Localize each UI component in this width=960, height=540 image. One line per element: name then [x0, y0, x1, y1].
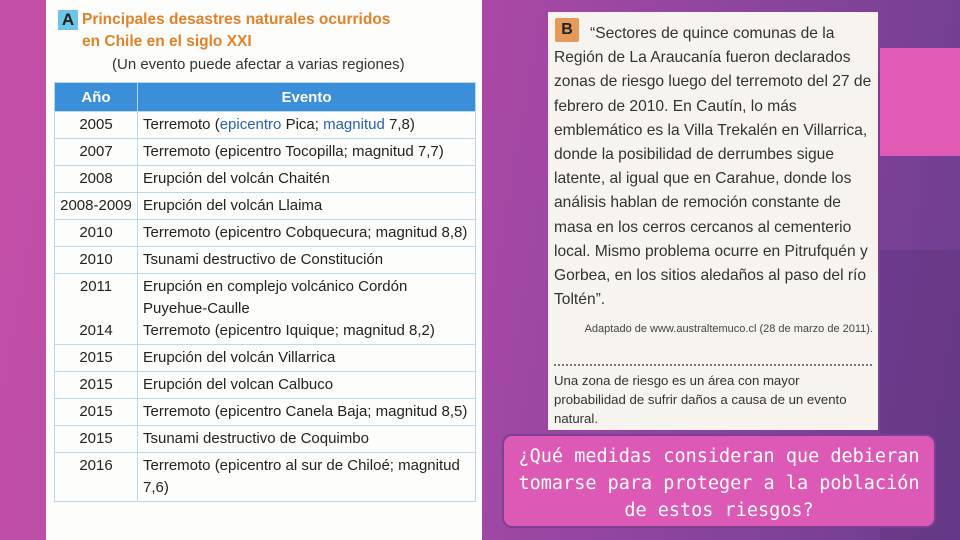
- row-year: 2008-2009: [55, 193, 138, 220]
- table-row: [55, 399, 476, 426]
- row-event: [138, 274, 476, 345]
- panel-b: [548, 12, 878, 430]
- table-row: [55, 193, 476, 220]
- row-event-2014: Terremoto (epicentro Iquique; magnitud 8,2): [143, 322, 435, 339]
- row-year-2014: 2014: [79, 322, 113, 339]
- panel-a: [46, 0, 482, 540]
- row-year: 2015: [55, 345, 138, 372]
- table-row: [55, 112, 476, 139]
- panel-b-definition: Una zona de riesgo es un área con mayor probabilidad de sufrir daños a causa de un evento natural.: [554, 373, 847, 426]
- row-year: 2005: [55, 112, 138, 139]
- dotted-divider: [554, 364, 872, 366]
- row-year: 2007: [55, 139, 138, 166]
- panel-a-title-line1: Principales desastres naturales ocurridos: [82, 11, 391, 28]
- table-row: [55, 453, 476, 502]
- question-box: [502, 434, 936, 528]
- table-header-row: [55, 83, 476, 112]
- panel-a-title-line2: en Chile en el siglo XXI: [82, 33, 252, 50]
- row-event: Erupción del volcán Villarrica: [138, 345, 476, 372]
- panel-a-title: [82, 9, 390, 53]
- row-year: 2008: [55, 166, 138, 193]
- row-event: Tsunami destructivo de Coquimbo: [138, 426, 476, 453]
- panel-b-source: Adaptado de www.australtemuco.cl (28 de marzo de 2011).: [584, 323, 873, 335]
- row-event: Terremoto (epicentro al sur de Chiloé; magnitud 7,6): [138, 453, 476, 502]
- decorative-stripe-top: [880, 48, 960, 156]
- row-year: 2015: [55, 372, 138, 399]
- header-event: Evento: [138, 83, 476, 112]
- event-highlight-term[interactable]: epicentro: [219, 116, 282, 133]
- event-text: Terremoto (: [143, 116, 220, 133]
- table-row: [55, 345, 476, 372]
- panel-a-subtitle: (Un evento puede afectar a varias regiones): [112, 56, 405, 73]
- row-event: Erupción del volcán Chaitén: [138, 166, 476, 193]
- row-event: Terremoto (epicentro Tocopilla; magnitud 7,7): [138, 139, 476, 166]
- row-event-2011: Erupción en complejo volcánico Cordón Puyehue-Caulle: [143, 278, 408, 317]
- header-year: Año: [55, 83, 138, 112]
- row-year: 2010: [55, 247, 138, 274]
- table-row: [55, 426, 476, 453]
- event-text: Pica;: [281, 116, 324, 133]
- table-row: [55, 139, 476, 166]
- row-year: 2016: [55, 453, 138, 502]
- table-row: [55, 372, 476, 399]
- row-year: 2015: [55, 399, 138, 426]
- panel-b-quote-block: [554, 22, 874, 312]
- row-year: [55, 274, 138, 345]
- panel-b-badge: B: [555, 18, 579, 42]
- table-row: [55, 220, 476, 247]
- table-row: [55, 166, 476, 193]
- table-row: [55, 274, 476, 345]
- row-event: [138, 112, 476, 139]
- question-text: ¿Qué medidas consideran que debieran tomarse para proteger a la población de estos riesgos?: [518, 446, 920, 521]
- row-event: Terremoto (epicentro Cobquecura; magnitud 8,8): [138, 220, 476, 247]
- table-row: [55, 247, 476, 274]
- disasters-table: [54, 82, 476, 502]
- row-year: 2015: [55, 426, 138, 453]
- row-event: Terremoto (epicentro Canela Baja; magnitud 8,5): [138, 399, 476, 426]
- event-highlight-term[interactable]: magnitud: [323, 116, 385, 133]
- row-event: Erupción del volcán Llaima: [138, 193, 476, 220]
- row-year: 2010: [55, 220, 138, 247]
- row-year-2011: 2011: [79, 278, 113, 295]
- row-event: Tsunami destructivo de Constitución: [138, 247, 476, 274]
- panel-b-quote: “Sectores de quince comunas de la Región de La Araucanía fueron declarados zonas de riesgo luego del terremoto del 27 de febrero de 2010. En Cautín, lo más emblemático es la Villa Trekalén en Villarrica, donde la posibilidad de derrumbes sigue latente, al igual que en Carahue, donde los análisis hablan de remoción constante de masa en los cerros cercanos al cementerio local. Mismo problema ocurre en Pitrufquén y Gorbea, en los sitios aledaños al paso del río Toltén”.: [554, 25, 872, 309]
- event-text: 7,8): [384, 116, 415, 133]
- row-event: Erupción del volcan Calbuco: [138, 372, 476, 399]
- panel-a-badge: A: [58, 10, 78, 30]
